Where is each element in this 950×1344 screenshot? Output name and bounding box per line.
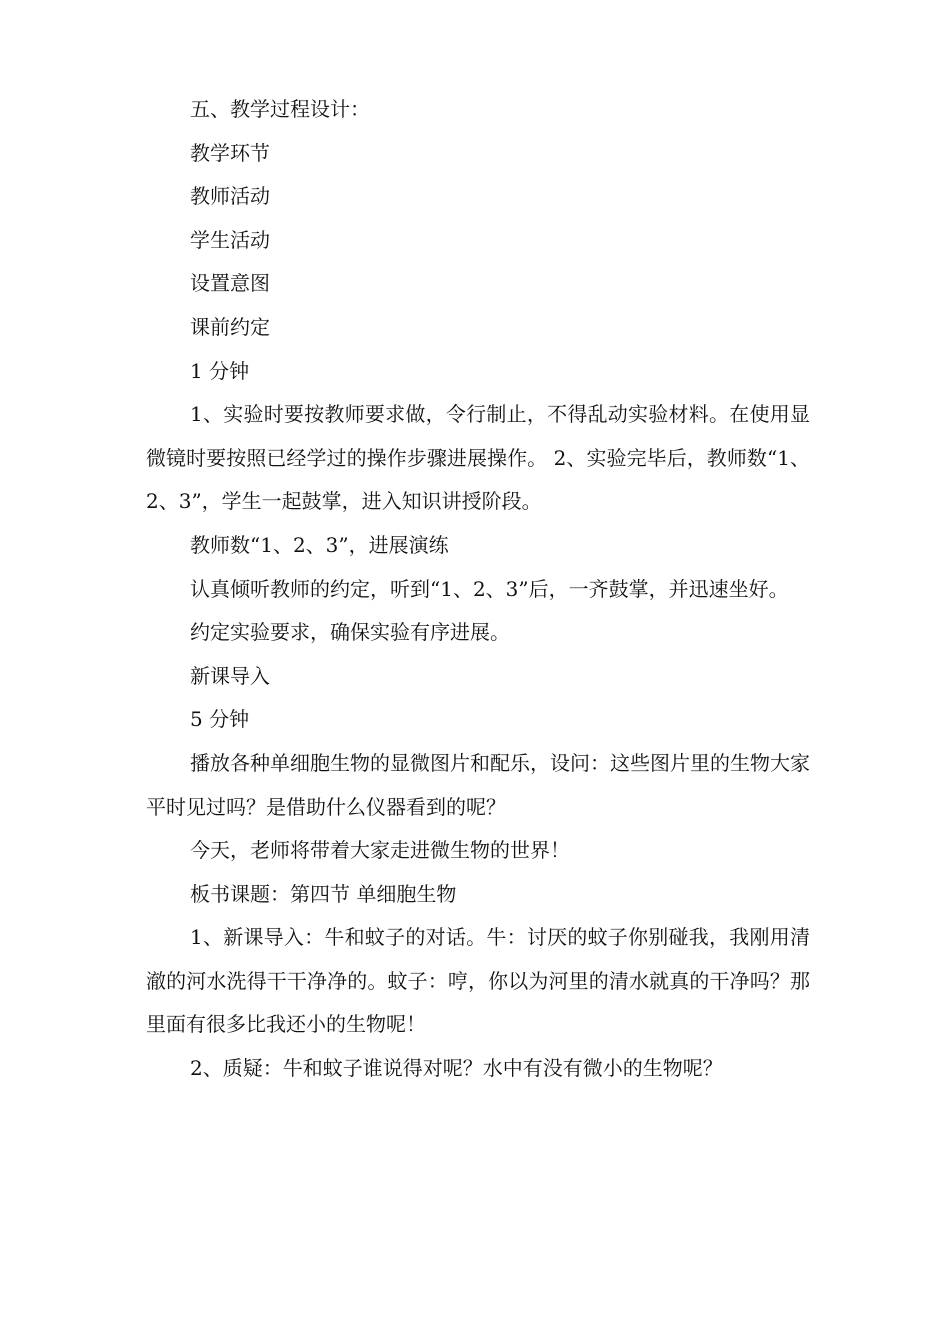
section-heading: 五、教学过程设计： — [190, 97, 370, 121]
stage-new-lesson-intro: 新课导入 — [190, 663, 270, 688]
stage-duration: 1 分钟 — [190, 358, 250, 383]
question-paragraph: 2、质疑：牛和蚊子谁说得对呢？水中有没有微小的生物呢？ — [190, 1056, 723, 1081]
teacher-activity-paragraph: 1、实验时要按教师要求做，令行制止，不得乱动实验材料。在使用显微镜时要按照已经学过的操作步骤进展操作。 2、实验完毕后，教师数“1、2、3”，学生一起鼓掌，进入知识讲授阶段。 — [146, 402, 810, 514]
stage-pre-class-agreement: 课前约定 — [190, 314, 270, 339]
student-activity-paragraph: 认真倾听教师的约定，听到“1、2、3”后，一齐鼓掌，并迅速坐好。 — [190, 576, 789, 601]
column-label-teaching-stage: 教学环节 — [190, 140, 270, 165]
column-label-student-activity: 学生活动 — [190, 227, 270, 252]
design-intent-paragraph: 约定实验要求，确保实验有序进展。 — [190, 620, 510, 645]
teacher-activity-paragraph: 播放各种单细胞生物的显微图片和配乐，设问：这些图片里的生物大家平时见过吗？是借助什么仪器看到的呢？ — [146, 750, 810, 819]
teacher-activity-paragraph: 教师数“1、2、3”，进展演练 — [190, 532, 449, 557]
column-label-design-intent: 设置意图 — [190, 271, 270, 296]
column-label-teacher-activity: 教师活动 — [190, 184, 270, 209]
board-title-paragraph: 板书课题：第四节 单细胞生物 — [190, 881, 457, 906]
document-page — [146, 88, 810, 1091]
teacher-activity-paragraph: 今天，老师将带着大家走进微生物的世界！ — [190, 838, 570, 863]
stage-duration: 5 分钟 — [190, 707, 250, 732]
lesson-intro-dialogue-paragraph: 1、新课导入：牛和蚊子的对话。牛：讨厌的蚊子你别碰我，我刚用清澈的河水洗得干干净净的。蚊子：哼，你以为河里的清水就真的干净吗？那里面有很多比我还小的生物呢！ — [146, 925, 810, 1037]
